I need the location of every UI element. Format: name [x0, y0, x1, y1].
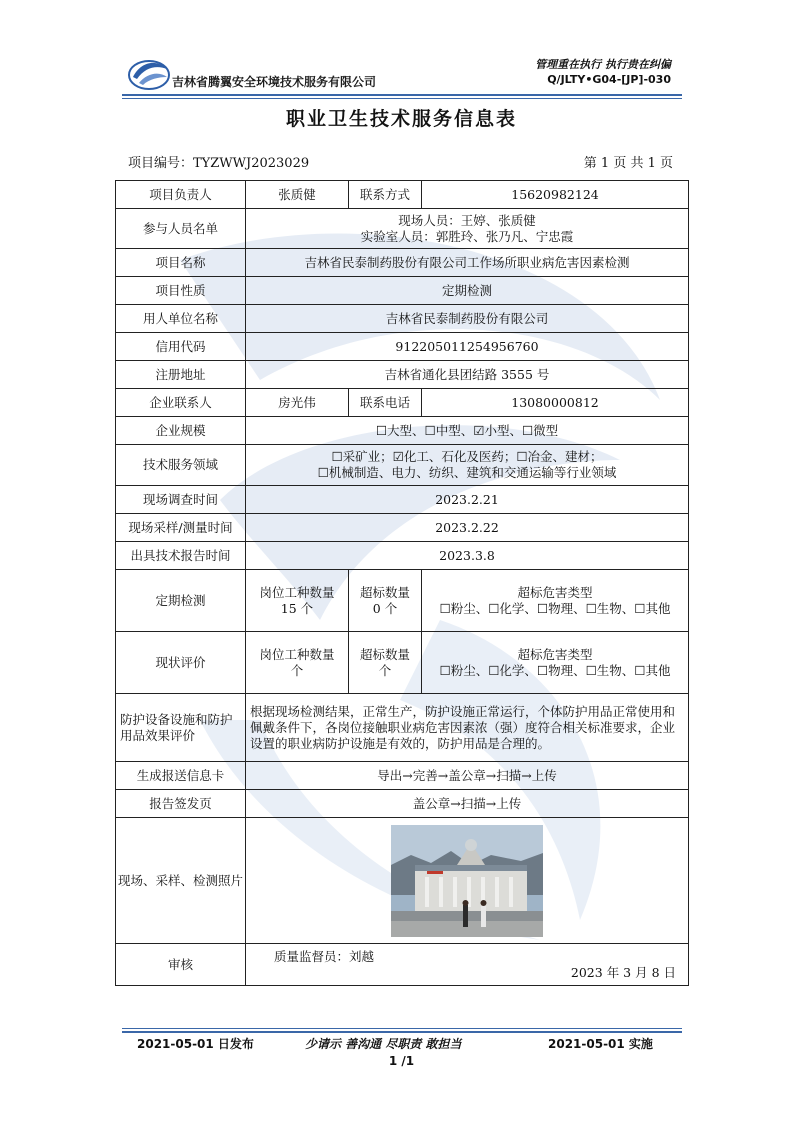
address-label: 注册地址	[116, 361, 246, 389]
members-onsite: 现场人员：王婷、张质健	[398, 212, 536, 228]
scale-value: ☐大型、☐中型、☑小型、☐微型	[246, 417, 689, 445]
table-row	[116, 944, 689, 986]
table-row	[116, 632, 689, 694]
status-exceed-label: 超标数量	[359, 646, 410, 662]
status-posts	[246, 632, 349, 694]
enterprise-contact-value: 房光伟	[246, 389, 349, 417]
protection-eval-label: 防护设备设施和防护用品效果评价	[116, 694, 246, 762]
table-row	[116, 790, 689, 818]
status-exceed-value: 个	[378, 662, 392, 678]
credit-code-label: 信用代码	[116, 333, 246, 361]
nature-label: 项目性质	[116, 277, 246, 305]
employer-label: 用人单位名称	[116, 305, 246, 333]
members-lab: 实验室人员：郭胜玲、张乃凡、宁忠霞	[360, 228, 574, 244]
table-row	[116, 445, 689, 486]
periodic-posts-label: 岗位工种数量	[259, 584, 335, 600]
periodic-posts	[246, 570, 349, 632]
company-name: 吉林省腾翼安全环境技术服务有限公司	[172, 75, 377, 89]
survey-time-label: 现场调查时间	[116, 486, 246, 514]
table-row	[116, 209, 689, 249]
enterprise-contact-label: 企业联系人	[116, 389, 246, 417]
table-row	[116, 514, 689, 542]
service-field-line2: ☐机械制造、电力、纺织、建筑和交通运输等行业领域	[317, 465, 617, 480]
protection-eval-value: 根据现场检测结果，正常生产，防护设施正常运行，个体防护用品正常使用和佩戴条件下，各岗位接触职业病危害因素浓（强）度符合相关标准要求，企业设置的职业病防护设施是有效的，防护用品是合理的。	[246, 694, 689, 762]
sampling-time-value: 2023.2.22	[246, 514, 689, 542]
quality-supervisor: 质量监督员：刘越	[274, 948, 375, 964]
implement-date: 2021-05-01 实施	[548, 1037, 653, 1051]
info-card-label: 生成报送信息卡	[116, 762, 246, 790]
status-posts-label: 岗位工种数量	[259, 646, 335, 662]
contact-value: 15620982124	[422, 181, 689, 209]
periodic-type-label: 超标危害类型	[517, 584, 593, 600]
page-info: 第 1 页 共 1 页	[583, 156, 673, 171]
service-field-line1: ☐采矿业；☑化工、石化及医药；☐冶金、建材；	[331, 449, 603, 464]
table-row	[116, 389, 689, 417]
leader-value: 张质健	[246, 181, 349, 209]
issue-page-label: 报告签发页	[116, 790, 246, 818]
project-name-value: 吉林省民泰制药股份有限公司工作场所职业病危害因素检测	[246, 249, 689, 277]
periodic-type	[422, 570, 689, 632]
footer-motto: 少请示 善沟通 尽职责 敢担当	[305, 1037, 462, 1051]
page-number: 1 /1	[388, 1054, 415, 1068]
document-code: Q/JLTY•G04-[JP]-030	[547, 73, 671, 86]
service-field-label: 技术服务领域	[116, 445, 246, 486]
project-name-label: 项目名称	[116, 249, 246, 277]
table-row	[116, 333, 689, 361]
table-row	[116, 361, 689, 389]
credit-code-value: 912205011254956760	[246, 333, 689, 361]
enterprise-phone-label: 联系电话	[349, 389, 422, 417]
table-row	[116, 305, 689, 333]
status-type	[422, 632, 689, 694]
status-posts-value: 个	[290, 662, 304, 678]
table-row	[116, 818, 689, 944]
info-table	[115, 180, 689, 986]
report-time-label: 出具技术报告时间	[116, 542, 246, 570]
leader-label: 项目负责人	[116, 181, 246, 209]
header-rule	[122, 94, 682, 96]
scale-label: 企业规模	[116, 417, 246, 445]
table-row	[116, 181, 689, 209]
table-row	[116, 542, 689, 570]
site-photo	[391, 825, 543, 937]
project-number: 项目编号：TYZWWJ2023029	[128, 156, 310, 171]
sampling-time-label: 现场采样/测量时间	[116, 514, 246, 542]
review-cell	[246, 944, 689, 986]
periodic-type-options: ☐粉尘、☐化学、☐物理、☐生物、☐其他	[439, 600, 671, 616]
periodic-exceed-label: 超标数量	[359, 584, 410, 600]
address-value: 吉林省通化县团结路 3555 号	[246, 361, 689, 389]
footer-rule-thin	[122, 1028, 682, 1029]
issue-page-value: 盖公章→扫描→上传	[246, 790, 689, 818]
table-row	[116, 417, 689, 445]
table-row	[116, 486, 689, 514]
table-row	[116, 570, 689, 632]
status-eval-label: 现状评价	[116, 632, 246, 694]
info-card-value: 导出→完善→盖公章→扫描→上传	[246, 762, 689, 790]
service-field-value	[246, 445, 689, 486]
review-date: 2023 年 3 月 8 日	[570, 964, 676, 980]
members-label: 参与人员名单	[116, 209, 246, 249]
publish-date: 2021-05-01 日发布	[137, 1037, 254, 1051]
periodic-exceed	[349, 570, 422, 632]
table-row	[116, 762, 689, 790]
header-motto: 管理重在执行 执行贵在纠偏	[535, 58, 671, 71]
report-time-value: 2023.3.8	[246, 542, 689, 570]
contact-label: 联系方式	[349, 181, 422, 209]
photo-label: 现场、采样、检测照片	[116, 818, 246, 944]
status-exceed	[349, 632, 422, 694]
periodic-exceed-value: 0 个	[372, 600, 398, 616]
employer-value: 吉林省民泰制药股份有限公司	[246, 305, 689, 333]
periodic-label: 定期检测	[116, 570, 246, 632]
members-value	[246, 209, 689, 249]
status-type-options: ☐粉尘、☐化学、☐物理、☐生物、☐其他	[439, 662, 671, 678]
photo-cell	[246, 818, 689, 944]
review-label: 审核	[116, 944, 246, 986]
table-row	[116, 694, 689, 762]
table-row	[116, 249, 689, 277]
footer-rule	[122, 1031, 682, 1033]
enterprise-phone-value: 13080000812	[422, 389, 689, 417]
header-rule-thin	[122, 98, 682, 99]
nature-value: 定期检测	[246, 277, 689, 305]
status-type-label: 超标危害类型	[517, 646, 593, 662]
survey-time-value: 2023.2.21	[246, 486, 689, 514]
page-title: 职业卫生技术服务信息表	[285, 108, 517, 130]
table-row	[116, 277, 689, 305]
periodic-posts-value: 15 个	[280, 600, 314, 616]
wing-logo-icon	[127, 55, 171, 91]
